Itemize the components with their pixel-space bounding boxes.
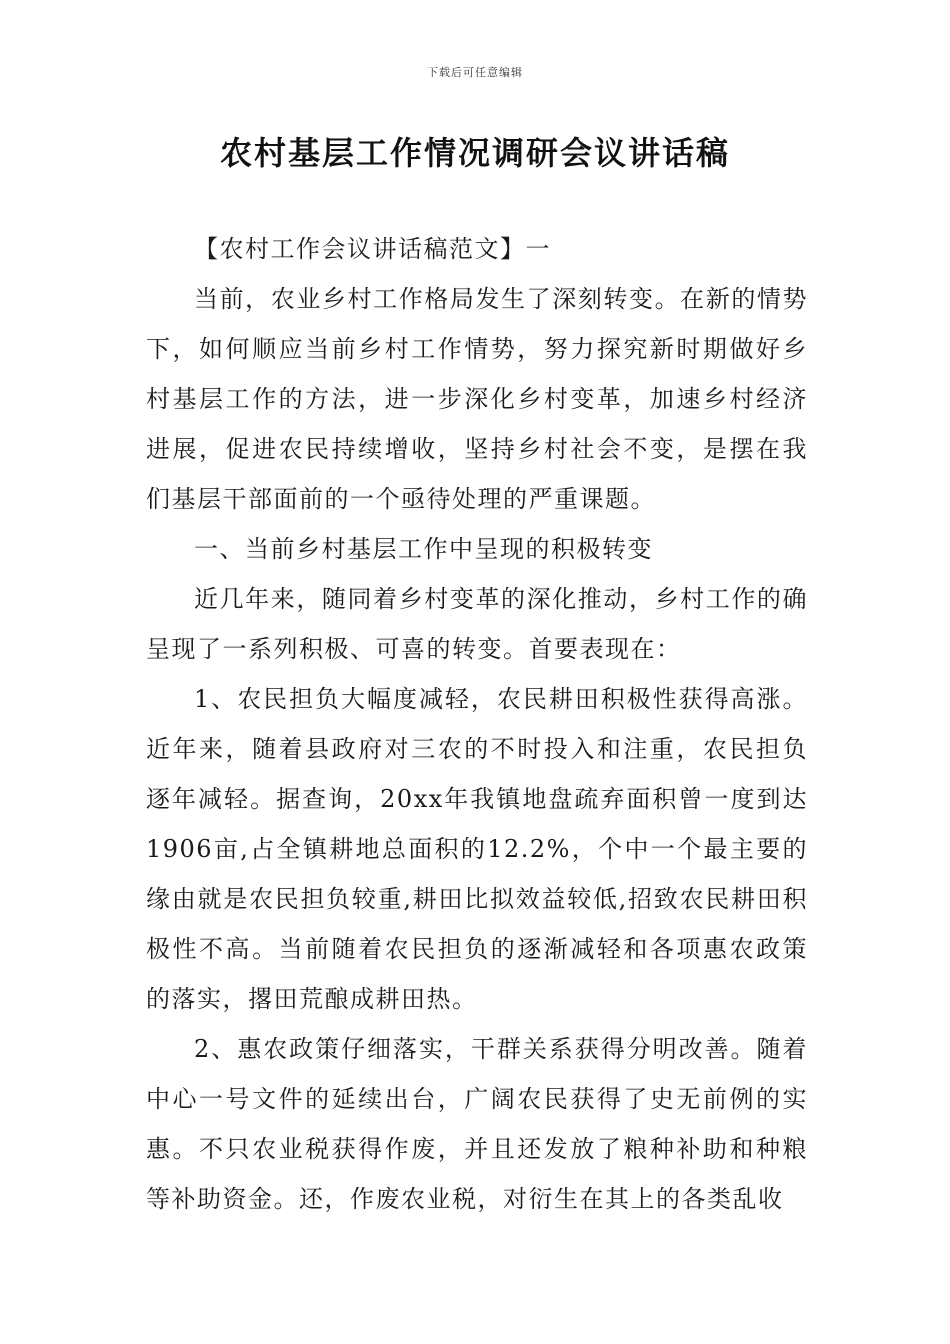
paragraph-point-1: 1、农民担负大幅度减轻，农民耕田积极性获得高涨。近年来，随着县政府对三农的不时投入和注重，农民担负逐年减轻。据查询，20xx年我镇地盘疏弃面积曾一度到达1906亩,占全镇耕地总面积的12.2%，个中一个最主要的缘由就是农民担负较重,耕田比拟效益较低,招致农民耕田积极性不高。当前随着农民担负的逐渐减轻和各项惠农政策的落实，撂田荒酿成耕田热。 (146, 685, 808, 1013)
paragraph-overview: 近几年来，随同着乡村变革的深化推动，乡村工作的确呈现了一系列积极、可喜的转变。首要表现在： (146, 585, 808, 663)
header-note: 下载后可任意编辑 (427, 66, 523, 79)
paragraph-intro: 当前，农业乡村工作格局发生了深刻转变。在新的情势下，如何顺应当前乡村工作情势，努力探究新时期做好乡村基层工作的方法，进一步深化乡村变革，加速乡村经济进展，促进农民持续增收，坚持乡村社会不变，是摆在我们基层干部面前的一个亟待处理的严重课题。 (146, 285, 808, 513)
paragraph-section-heading: 【农村工作会议讲话稿范文】一 (194, 235, 551, 263)
paragraph-heading-one: 一、当前乡村基层工作中呈现的积极转变 (194, 535, 653, 563)
document-body (146, 224, 808, 1224)
document-title: 农村基层工作情况调研会议讲话稿 (219, 134, 730, 172)
paragraph-point-2: 2、惠农政策仔细落实，干群关系获得分明改善。随着中心一号文件的延续出台，广阔农民获得了史无前例的实惠。不只农业税获得作废，并且还发放了粮种补助和种粮等补助资金。还，作废农业税，对衍生在其上的各类乱收 (146, 1035, 808, 1213)
